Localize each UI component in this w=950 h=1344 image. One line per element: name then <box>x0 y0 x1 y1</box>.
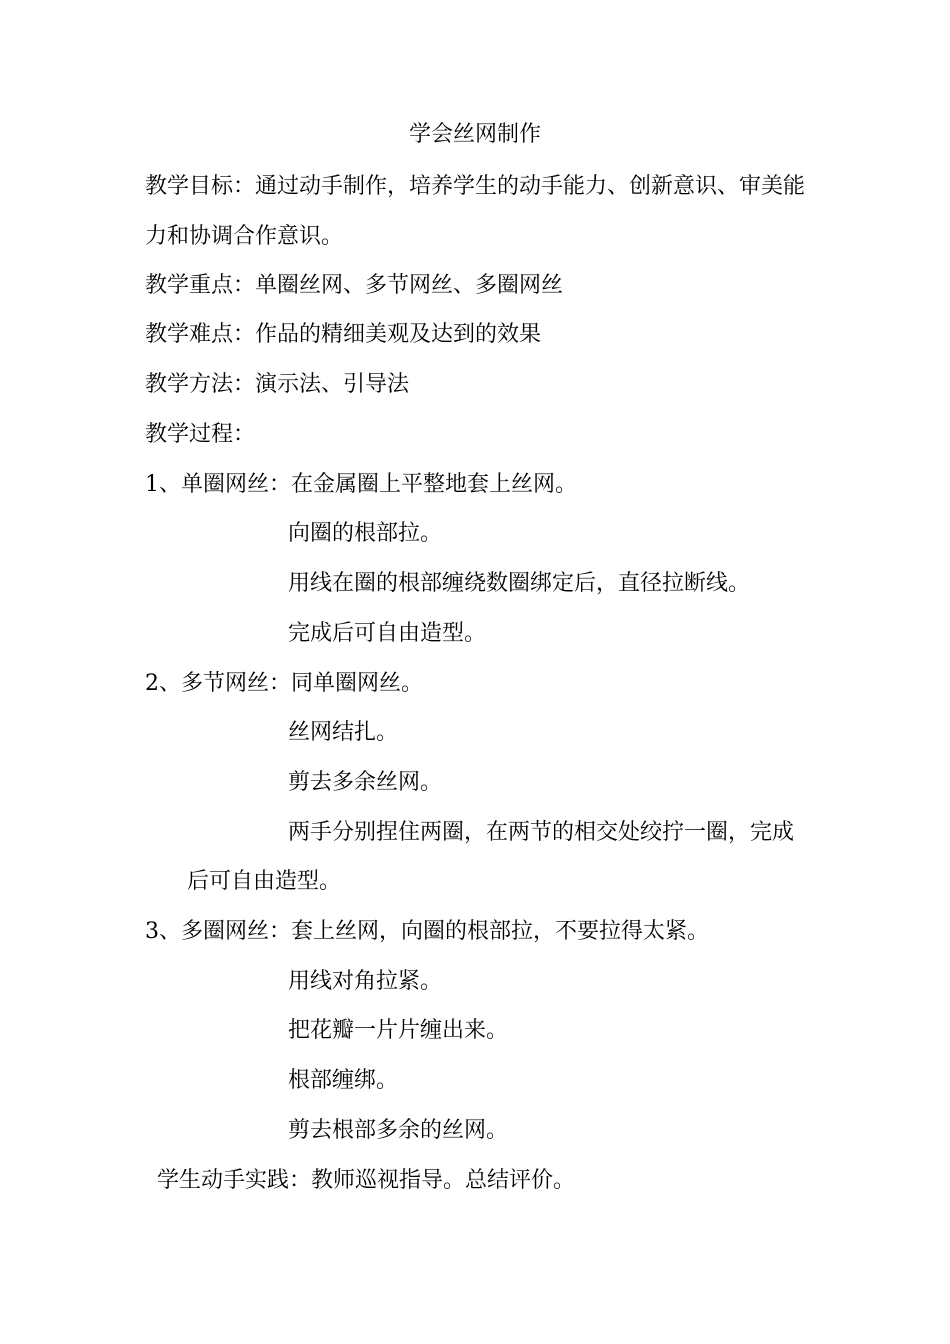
step3-line: 剪去根部多余的丝网。 <box>288 1118 509 1143</box>
document-title: 学会丝网制作 <box>408 122 541 147</box>
step1-line: 完成后可自由造型。 <box>288 621 487 646</box>
step2-line: 两手分别捏住两圈，在两节的相交处绞拧一圈，完成 <box>288 820 795 845</box>
step2-heading: 2、多节网丝：同单圈网丝。 <box>145 671 423 696</box>
objective-line-2: 力和协调合作意识。 <box>145 224 344 249</box>
step2-line: 丝网结扎。 <box>288 720 399 745</box>
methods: 教学方法：演示法、引导法 <box>145 372 410 397</box>
step3-line: 用线对角拉紧。 <box>288 969 443 994</box>
step1-line: 用线在圈的根部缠绕数圈绑定后，直径拉断线。 <box>288 571 751 596</box>
step3-line: 根部缠绑。 <box>288 1068 399 1093</box>
difficulties: 教学难点：作品的精细美观及达到的效果 <box>145 322 542 347</box>
step2-line: 剪去多余丝网。 <box>288 770 443 795</box>
step1-heading: 1、单圈网丝：在金属圈上平整地套上丝网。 <box>145 472 577 497</box>
step1-line: 向圈的根部拉。 <box>288 521 443 546</box>
summary: 学生动手实践：教师巡视指导。总结评价。 <box>157 1168 576 1193</box>
objective-line-1: 教学目标：通过动手制作，培养学生的动手能力、创新意识、审美能 <box>145 174 806 199</box>
step3-heading: 3、多圈网丝：套上丝网，向圈的根部拉，不要拉得太紧。 <box>145 919 709 944</box>
key-points: 教学重点：单圈丝网、多节网丝、多圈网丝 <box>145 273 564 298</box>
step3-line: 把花瓣一片片缠出来。 <box>288 1018 509 1043</box>
step2-continuation: 后可自由造型。 <box>187 869 342 894</box>
process-heading: 教学过程： <box>145 422 256 447</box>
